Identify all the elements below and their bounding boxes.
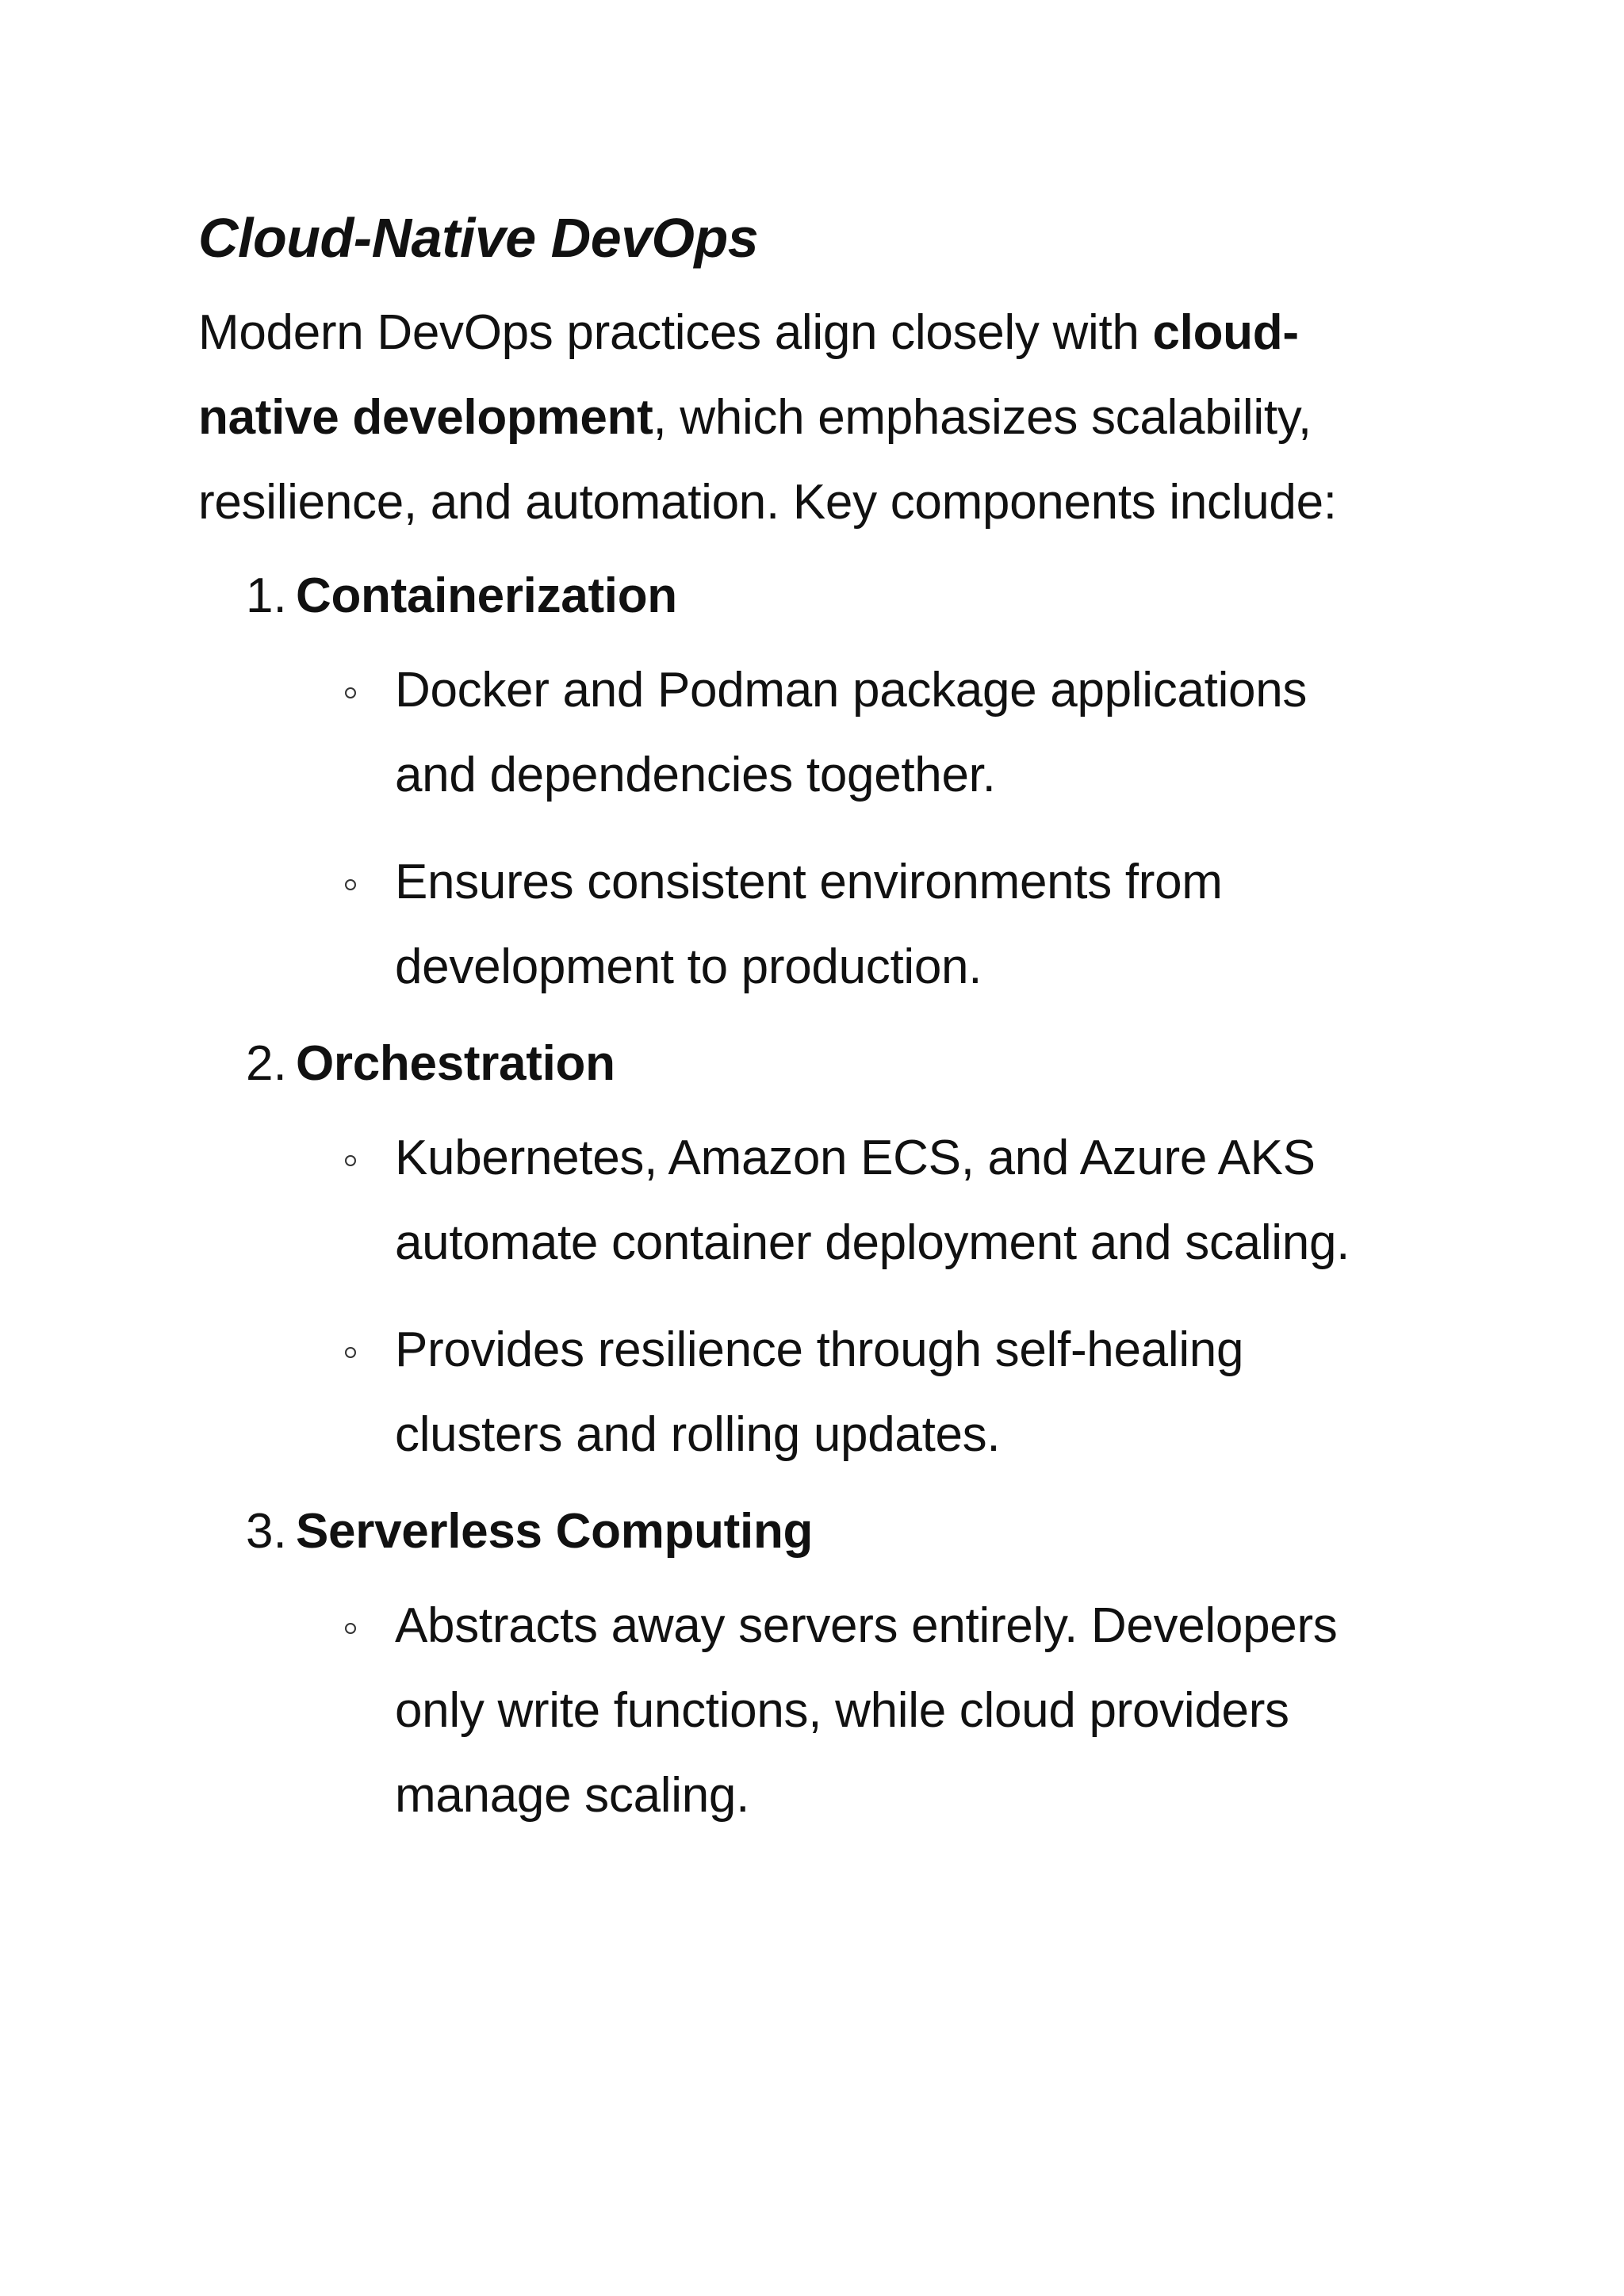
sub-bullet-text: Provides resilience through self-healing clusters and rolling updates. bbox=[395, 1322, 1244, 1462]
sub-bullet-text: Abstracts away servers entirely. Developers only write functions, while cloud providers manage scaling. bbox=[395, 1598, 1338, 1823]
component-list bbox=[198, 553, 1435, 1838]
hollow-circle-bullet-icon bbox=[345, 687, 356, 698]
sub-bullet-text: Ensures consistent environments from development to production. bbox=[395, 855, 1223, 994]
sub-bullet-item bbox=[296, 1583, 1382, 1838]
list-item-orchestration bbox=[198, 1020, 1435, 1477]
intro-text-before: Modern DevOps practices align closely with bbox=[198, 305, 1153, 360]
list-item-title: Orchestration bbox=[296, 1036, 615, 1091]
page-title: Cloud-Native DevOps bbox=[198, 207, 759, 269]
hollow-circle-bullet-icon bbox=[345, 879, 356, 890]
list-number: 3. bbox=[246, 1504, 287, 1559]
intro-text-after: , which emphasizes scalability, resilience, and automation. Key components include: bbox=[198, 390, 1337, 530]
hollow-circle-bullet-icon bbox=[345, 1347, 356, 1358]
intro-bold-term: cloud-native development bbox=[198, 305, 1299, 445]
list-number: 2. bbox=[246, 1036, 287, 1091]
sub-bullet-list bbox=[296, 648, 1435, 1009]
list-item-title: Serverless Computing bbox=[296, 1504, 814, 1559]
sub-bullet-text: Docker and Podman package applications and dependencies together. bbox=[395, 663, 1308, 802]
sub-bullet-text: Kubernetes, Amazon ECS, and Azure AKS automate container deployment and scaling. bbox=[395, 1131, 1350, 1270]
sub-bullet-list bbox=[296, 1115, 1435, 1477]
sub-bullet-item bbox=[296, 648, 1382, 817]
sub-bullet-item bbox=[296, 840, 1382, 1009]
list-item-serverless-computing bbox=[198, 1488, 1435, 1838]
document-content bbox=[198, 198, 1435, 1838]
hollow-circle-bullet-icon bbox=[345, 1623, 356, 1634]
sub-bullet-item bbox=[296, 1307, 1382, 1477]
sub-bullet-list bbox=[296, 1583, 1435, 1838]
hollow-circle-bullet-icon bbox=[345, 1155, 356, 1166]
list-number: 1. bbox=[246, 568, 287, 623]
sub-bullet-item bbox=[296, 1115, 1382, 1285]
intro-paragraph bbox=[198, 290, 1435, 545]
list-item-containerization bbox=[198, 553, 1435, 1009]
list-item-title: Containerization bbox=[296, 568, 677, 623]
